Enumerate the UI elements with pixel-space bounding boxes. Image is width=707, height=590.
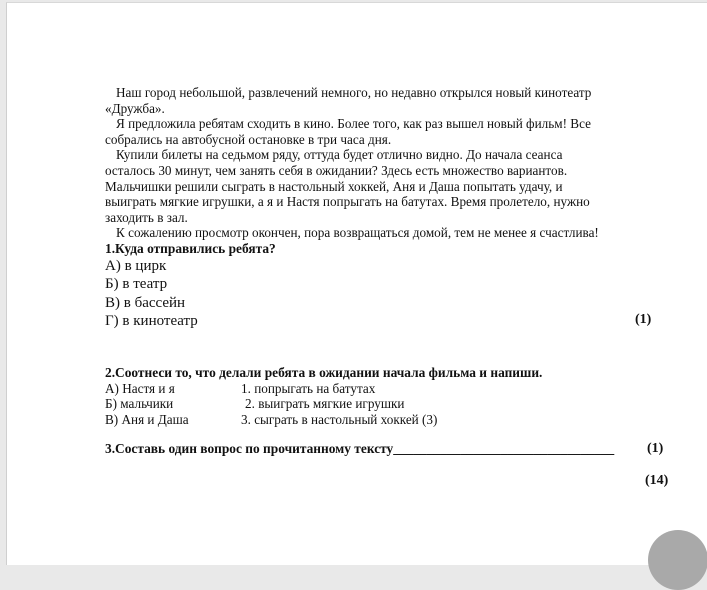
paragraph-3-line-4: выиграть мягкие игрушки, а я и Настя попрыгать на батутах. Время пролетело, нужно [105,194,590,210]
question-1-option-a: А) в цирк [105,257,167,274]
paragraph-3-line-2: осталось 30 минут, чем занять себя в ожидании? Здесь есть множество вариантов. [105,162,568,178]
question-2-title: 2.Соотнеси то, что делали ребята в ожидании начала фильма и напиши. [105,364,543,380]
question-2-row-3 [105,412,665,428]
paragraph-3-line-5: заходить в зал. [105,209,188,225]
question-1-option-c: В) в бассейн [105,294,186,311]
spacer [105,331,665,365]
question-2-left-1: А) Настя и я [105,380,175,396]
floating-action-button[interactable] [648,530,707,590]
question-3-score: (1) [647,441,664,457]
paragraph-2-line-1: Я предложила ребятам сходить в кино. Более того, как раз вышел новый фильм! Все [116,116,591,132]
document-content [105,85,669,489]
question-2-right-2: 2. выиграть мягкие игрушки [245,396,405,412]
paragraph-3-line-3: Мальчишки решили сыграть в настольный хоккей, Аня и Даша попытать удачу, и [105,178,563,194]
paragraph-4-line-1: К сожалению просмотр окончен, пора возвращаться домой, тем не менее я счастлива! [116,225,599,241]
question-2-row-1 [105,381,665,397]
paragraph-1-line-2: «Дружба». [105,100,165,116]
question-1-option-d: Г) в кинотеатр [105,313,198,330]
question-1-option-b: Б) в театр [105,276,168,293]
spacer [105,427,665,441]
question-1-title: 1.Куда отправились ребята? [105,240,276,256]
total-score: (14) [645,473,669,489]
question-2-right-3: 3. сыграть в настольный хоккей (3) [241,411,438,427]
question-2-left-3: В) Аня и Даша [105,411,189,427]
question-1-option-d-row [105,312,665,330]
question-1-score: (1) [635,312,652,328]
question-2-right-1: 1. попрыгать на батутах [241,380,376,396]
total-row [105,459,669,489]
question-3-title: 3.Составь один вопрос по прочитанному тексту_________________________________ [105,441,615,457]
paragraph-3-line-1: Купили билеты на седьмом ряду, оттуда будет отлично видно. До начала сеанса [116,147,563,163]
paragraph-1-line-1: Наш город небольшой, развлечений немного, но недавно открылся новый кинотеатр [116,85,592,100]
question-2-row-2 [105,396,665,412]
document-page [6,2,707,565]
paragraph-2-line-2: собрались на автобусной остановке в три часа дня. [105,131,392,147]
question-3-row [105,441,665,459]
question-2-left-2: Б) мальчики [105,396,174,412]
